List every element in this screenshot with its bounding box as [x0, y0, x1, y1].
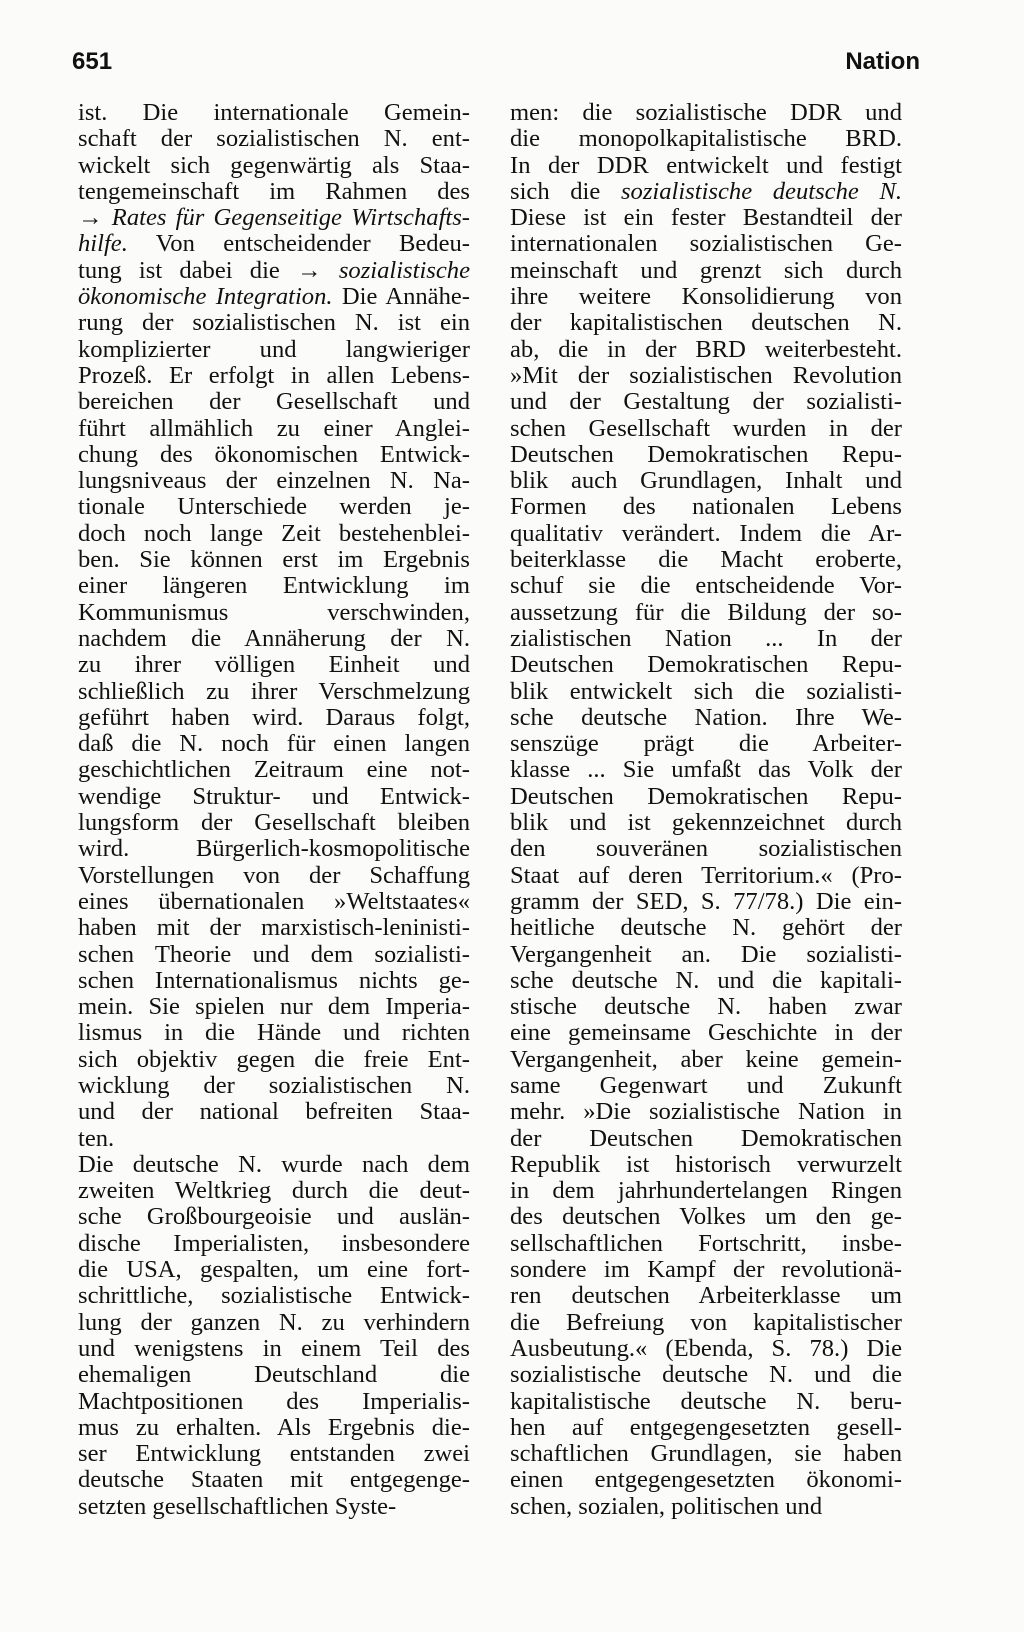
text-line: die USA, gespalten, um eine fort-: [78, 1256, 470, 1284]
text-line: Diese ist ein fester Bestandteil der: [510, 204, 902, 232]
text-line: beiterklasse die Macht eroberte,: [510, 546, 902, 574]
text-line: meinschaft und grenzt sich durch: [510, 256, 902, 284]
text-line: und der national befreiten Staa-: [78, 1098, 470, 1126]
text-line: ser Entwicklung entstanden zwei: [78, 1440, 470, 1468]
text-line: ten.: [78, 1124, 115, 1152]
text-line: hilfe. Von entscheidender Bedeu-: [78, 230, 470, 258]
text-line: blik entwickelt sich die sozialisti-: [510, 677, 902, 705]
text-line: schrittliche, sozialistische Entwick-: [78, 1282, 470, 1310]
text-line: same Gegenwart und Zukunft: [510, 1071, 902, 1099]
text-line: in dem jahrhundertelangen Ringen: [510, 1177, 902, 1205]
text-line: gramm der SED, S. 77/78.) Die ein-: [510, 887, 902, 915]
text-line: die monopolkapitalistische BRD.: [510, 125, 902, 153]
text-line: nachdem die Annäherung der N.: [78, 624, 470, 652]
text-line: hen auf entgegengesetzten gesell-: [510, 1413, 902, 1441]
text-line: ren deutschen Arbeiterklasse um: [510, 1282, 902, 1310]
text-line: chung des ökonomischen Entwick-: [78, 440, 470, 468]
text-line: wicklung der sozialistischen N.: [78, 1071, 470, 1099]
text-line: schen Internationalismus nichts ge-: [78, 966, 470, 994]
text-line: Die deutsche N. wurde nach dem: [78, 1150, 470, 1178]
text-line: mus zu erhalten. Als Ergebnis die-: [78, 1413, 470, 1441]
text-line: mein. Sie spielen nur dem Imperia-: [78, 993, 470, 1021]
text-line: doch noch lange Zeit bestehenblei-: [78, 519, 470, 547]
text-line: die Befreiung von kapitalistischer: [510, 1308, 902, 1336]
text-line: einer längeren Entwicklung im: [78, 572, 470, 600]
text-line: zialistischen Nation ... In der: [510, 624, 902, 652]
text-line: setzten gesellschaftlichen Syste-: [78, 1492, 397, 1520]
text-line: sozialistische deutsche N. und die: [510, 1361, 902, 1389]
text-line: senszüge prägt die Arbeiter-: [510, 730, 902, 758]
text-line: stische deutsche N. haben zwar: [510, 993, 902, 1021]
text-line: deutsche Staaten mit entgegenge-: [78, 1466, 470, 1494]
text-line: ehemaligen Deutschland die: [78, 1361, 470, 1389]
text-line: → Rates für Gegenseitige Wirtschafts-: [78, 204, 470, 232]
text-line: Kommunismus verschwinden,: [78, 598, 470, 626]
text-line: lungsniveaus der einzelnen N. Na-: [78, 467, 470, 495]
text-line: schuf sie die entscheidende Vor-: [510, 572, 902, 600]
text-line: Vergangenheit, aber keine gemein-: [510, 1045, 902, 1073]
text-line: zu ihrer völligen Einheit und: [78, 651, 470, 679]
text-line: Deutschen Demokratischen Repu-: [510, 782, 902, 810]
page-number: 651: [72, 48, 113, 75]
text-line: sondere im Kampf der revolutionä-: [510, 1256, 902, 1284]
left-column: [78, 100, 470, 1520]
text-line: ben. Sie können erst im Ergebnis: [78, 546, 470, 574]
text-line: Vergangenheit an. Die sozialisti-: [510, 940, 902, 968]
text-line: kapitalistische deutsche N. beru-: [510, 1387, 902, 1415]
text-line: schaft der sozialistischen N. ent-: [78, 125, 470, 153]
text-line: blik und ist gekennzeichnet durch: [510, 809, 902, 837]
text-line: ökonomische Integration. Die Annähe-: [78, 283, 470, 311]
text-line: Ausbeutung.« (Ebenda, S. 78.) Die: [510, 1334, 902, 1362]
text-line: Deutschen Demokratischen Repu-: [510, 440, 902, 468]
text-line: sich objektiv gegen die freie Ent-: [78, 1045, 470, 1073]
text-line: führt allmählich zu einer Anglei-: [78, 414, 470, 442]
text-line: geführt haben wird. Daraus folgt,: [78, 703, 470, 731]
text-line: schließlich zu ihrer Verschmelzung: [78, 677, 470, 705]
text-line: tung ist dabei die → sozialistische: [78, 256, 470, 284]
text-line: dische Imperialisten, insbesondere: [78, 1229, 470, 1257]
text-line: Republik ist historisch verwurzelt: [510, 1150, 902, 1178]
text-line: lungsform der Gesellschaft bleiben: [78, 809, 470, 837]
text-line: Staat auf deren Territorium.« (Pro-: [510, 861, 902, 889]
text-line: sche deutsche N. und die kapitali-: [510, 966, 902, 994]
text-line: des deutschen Volkes um den ge-: [510, 1203, 902, 1231]
text-line: haben mit der marxistisch-leninisti-: [78, 914, 470, 942]
text-line: ist. Die internationale Gemein-: [78, 99, 470, 126]
text-line: Prozeß. Er erfolgt in allen Lebens-: [78, 361, 470, 389]
text-line: sich die sozialistische deutsche N.: [510, 177, 902, 205]
text-line: eines übernationalen »Weltstaates«: [78, 887, 470, 915]
text-line: wendige Struktur- und Entwick-: [78, 782, 470, 810]
text-line: lismus in die Hände und richten: [78, 1019, 470, 1047]
text-line: men: die sozialistische DDR und: [510, 99, 902, 126]
text-line: daß die N. noch für einen langen: [78, 730, 470, 758]
text-line: einen entgegengesetzten ökonomi-: [510, 1466, 902, 1494]
text-line: klasse ... Sie umfaßt das Volk der: [510, 756, 902, 784]
text-line: schen Theorie und dem sozialisti-: [78, 940, 470, 968]
text-line: Formen des nationalen Lebens: [510, 493, 902, 521]
text-line: mehr. »Die sozialistische Nation in: [510, 1098, 902, 1126]
text-line: Machtpositionen des Imperialis-: [78, 1387, 470, 1415]
text-line: Deutschen Demokratischen Repu-: [510, 651, 902, 679]
text-line: rung der sozialistischen N. ist ein: [78, 309, 470, 337]
text-line: ihre weitere Konsolidierung von: [510, 283, 902, 311]
text-line: blik auch Grundlagen, Inhalt und: [510, 467, 902, 495]
text-line: sche Großbourgeoisie und auslän-: [78, 1203, 470, 1231]
page-header: [72, 48, 920, 82]
text-line: bereichen der Gesellschaft und: [78, 388, 470, 416]
text-line: sellschaftlichen Fortschritt, insbe-: [510, 1229, 902, 1257]
right-column: [510, 100, 902, 1520]
text-line: komplizierter und langwieriger: [78, 335, 470, 363]
text-line: aussetzung für die Bildung der so-: [510, 598, 902, 626]
text-line: der Deutschen Demokratischen: [510, 1124, 902, 1152]
text-line: ab, die in der BRD weiterbesteht.: [510, 335, 902, 363]
text-line: In der DDR entwickelt und festigt: [510, 151, 902, 179]
text-line: wird. Bürgerlich-kosmopolitische: [78, 835, 470, 863]
text-line: schaftlichen Grundlagen, sie haben: [510, 1440, 902, 1468]
text-line: tengemeinschaft im Rahmen des: [78, 177, 470, 205]
text-line: zweiten Weltkrieg durch die deut-: [78, 1177, 470, 1205]
text-line: qualitativ verändert. Indem die Ar-: [510, 519, 902, 547]
text-line: und wenigstens in einem Teil des: [78, 1334, 470, 1362]
text-line: lung der ganzen N. zu verhindern: [78, 1308, 470, 1336]
text-line: der kapitalistischen deutschen N.: [510, 309, 902, 337]
text-line: tionale Unterschiede werden je-: [78, 493, 470, 521]
text-line: den souveränen sozialistischen: [510, 835, 902, 863]
text-line: wickelt sich gegenwärtig als Staa-: [78, 151, 470, 179]
running-head: Nation: [845, 48, 920, 75]
text-line: sche deutsche Nation. Ihre We-: [510, 703, 902, 731]
text-line: »Mit der sozialistischen Revolution: [510, 361, 902, 389]
text-line: schen, sozialen, politischen und: [510, 1492, 823, 1520]
text-line: geschichtlichen Zeitraum eine not-: [78, 756, 470, 784]
text-line: heitliche deutsche N. gehört der: [510, 914, 902, 942]
text-line: eine gemeinsame Geschichte in der: [510, 1019, 902, 1047]
text-line: schen Gesellschaft wurden in der: [510, 414, 902, 442]
text-line: Vorstellungen von der Schaffung: [78, 861, 470, 889]
text-line: und der Gestaltung der sozialisti-: [510, 388, 902, 416]
text-line: internationalen sozialistischen Ge-: [510, 230, 902, 258]
